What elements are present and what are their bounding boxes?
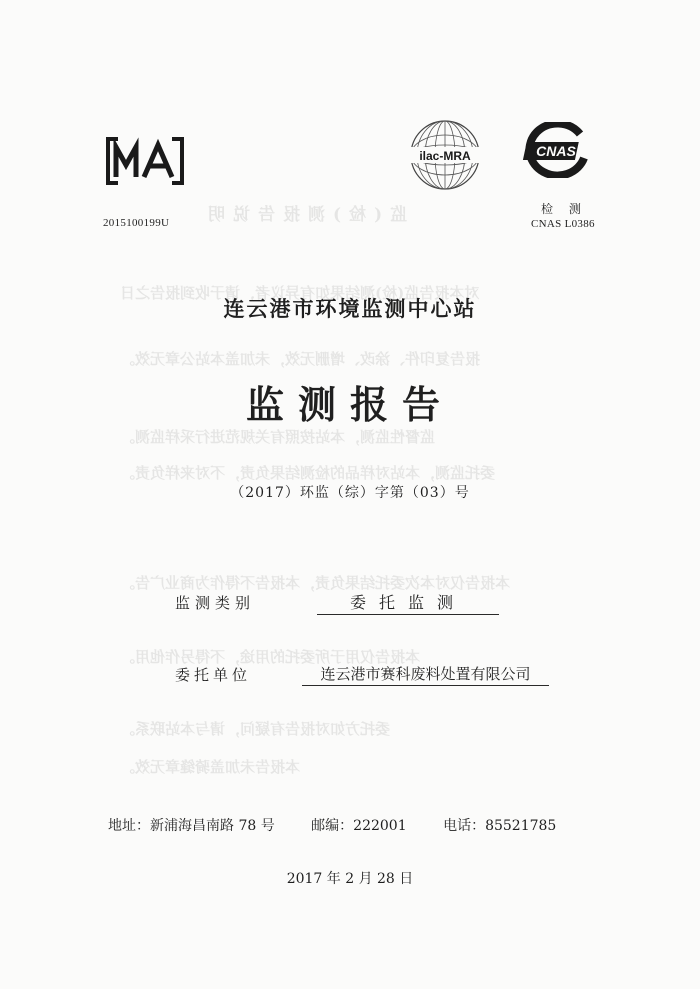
cma-certificate-number: 2015100199U bbox=[103, 217, 170, 229]
contact-info bbox=[108, 815, 556, 835]
client-label: 委托单位 bbox=[175, 666, 252, 684]
report-title: 监测报告 bbox=[245, 382, 454, 427]
cma-logo-icon bbox=[104, 135, 186, 187]
station-name: 连云港市环境监测中心站 bbox=[223, 296, 477, 321]
cnas-logo-text: CNAS bbox=[536, 143, 576, 159]
bleed-through-text: 本报告仅用于所委托的用途，不得另作他用。 bbox=[120, 648, 421, 666]
report-date: 2017 年 2 月 28 日 bbox=[286, 871, 414, 887]
cnas-label: 检 测 bbox=[541, 202, 587, 216]
bleed-through-text: 委托监测，本站对样品的检测结果负责，不对来样负责。 bbox=[120, 464, 496, 482]
bleed-through-text: 本报告仅对本次委托结果负责，本报告不得作为商业广告。 bbox=[120, 574, 511, 592]
category-value: 委托监测 bbox=[317, 590, 499, 615]
client-value: 连云港市赛科废料处置有限公司 bbox=[302, 663, 549, 686]
ilac-mra-logo-icon bbox=[402, 118, 488, 192]
category-label: 监测类别 bbox=[175, 594, 256, 612]
cnas-logo-icon bbox=[522, 122, 590, 178]
bleed-through-text: 对本报告监(检)测结果如有异议者，请于收到报告之日 bbox=[120, 284, 480, 302]
phone-text: 电话：85521785 bbox=[443, 818, 557, 834]
cnas-accreditation-number: CNAS L0386 bbox=[531, 218, 595, 230]
bleed-through-text: 监(检)测报告说明 bbox=[200, 205, 408, 225]
postcode-text: 邮编：222001 bbox=[311, 818, 407, 834]
bleed-through-text: 本报告未加盖骑缝章无效。 bbox=[120, 758, 301, 776]
bleed-through-text: 委托方如对报告有疑问，请与本站联系。 bbox=[120, 720, 391, 738]
report-number: （2017）环监（综）字第（03）号 bbox=[230, 485, 470, 501]
red-seal-fragment-icon bbox=[682, 525, 700, 615]
ilac-logo-text: ilac-MRA bbox=[419, 149, 471, 163]
bleed-through-text: 报告复印件、涂改、增删无效，未加盖本站公章无效。 bbox=[120, 350, 481, 368]
address-text: 地址：新浦海昌南路 78 号 bbox=[108, 818, 275, 834]
bleed-through-text: 监督性监测，本站按照有关规范进行采样监测。 bbox=[120, 428, 436, 446]
